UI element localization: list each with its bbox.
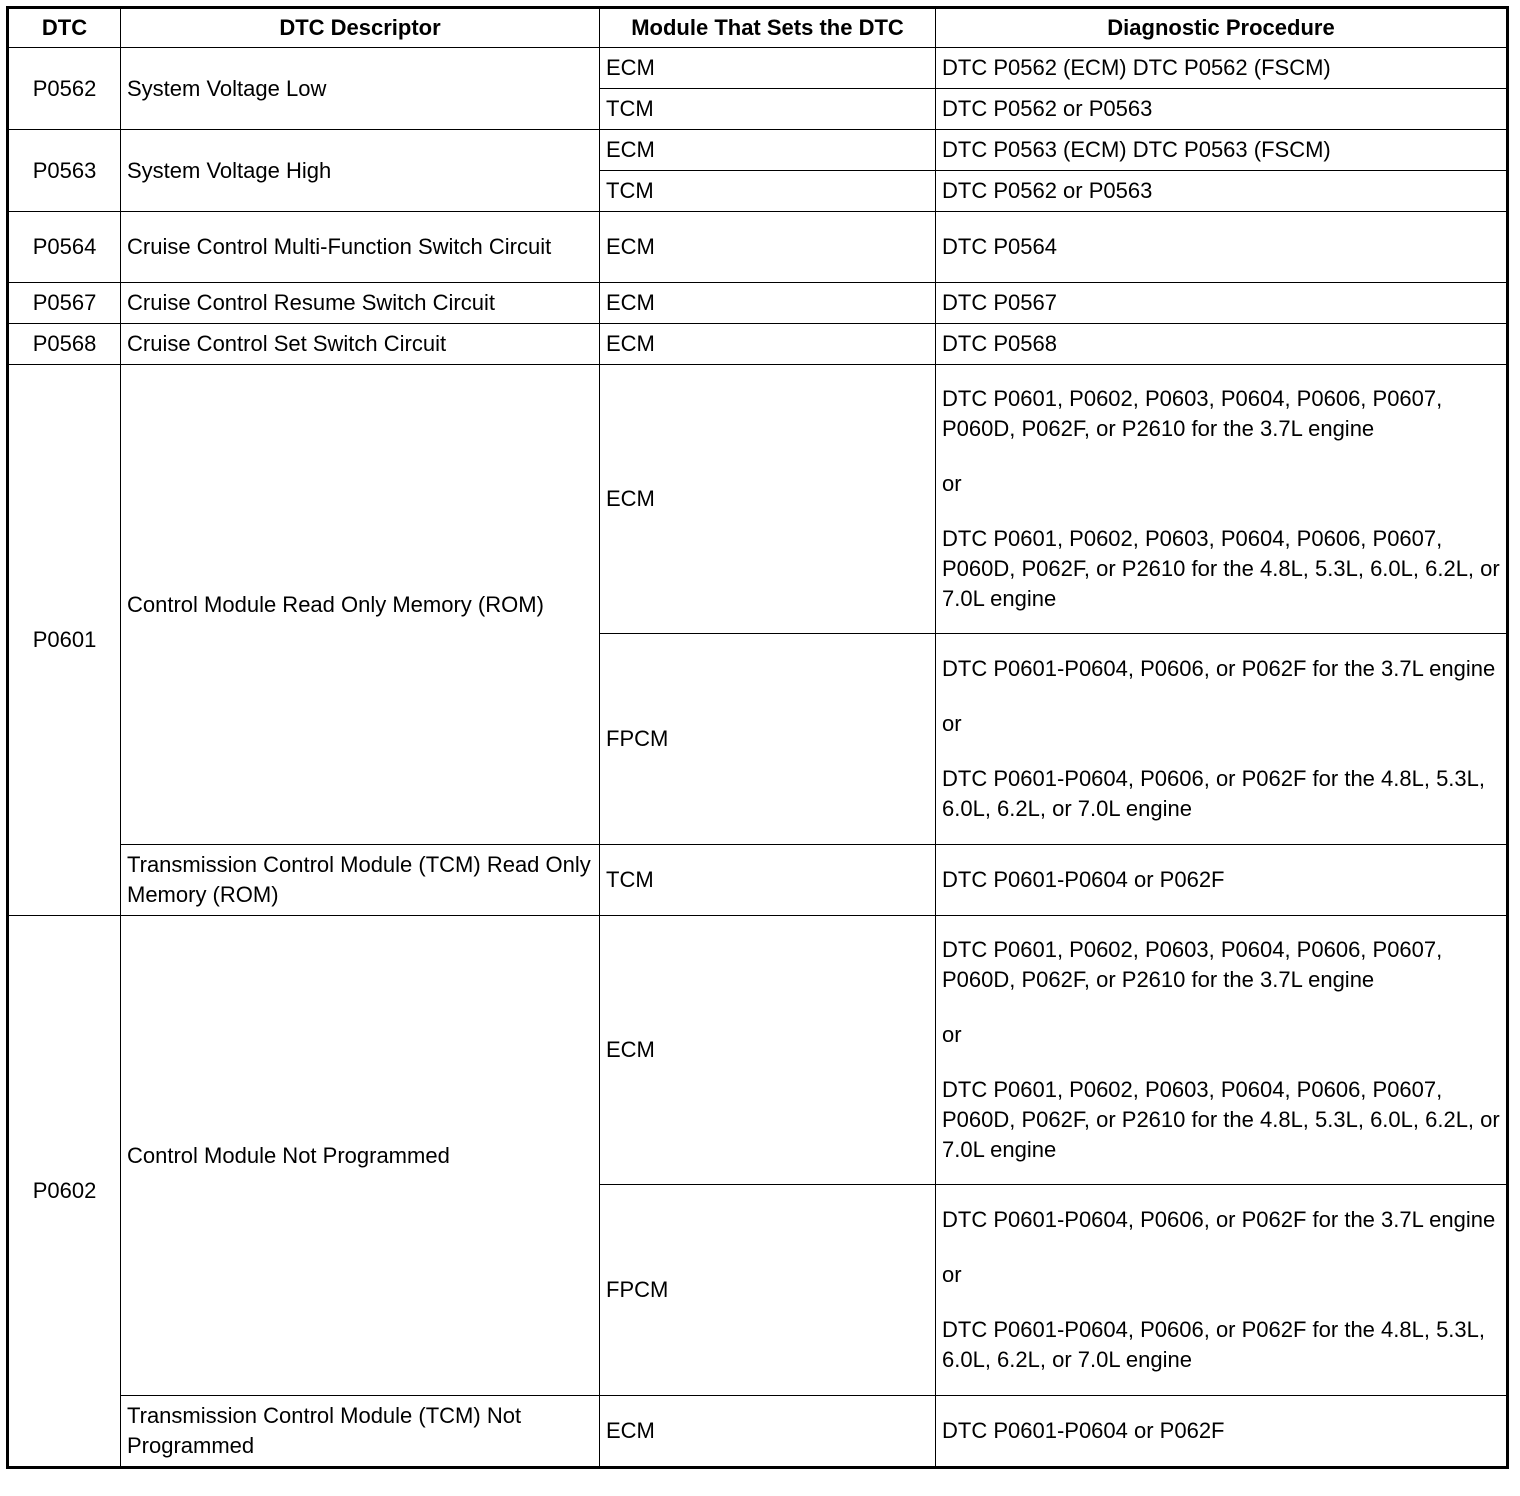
dtc-descriptor: Control Module Not Programmed	[121, 916, 600, 1396]
dtc-descriptor: Cruise Control Multi-Function Switch Circuit	[121, 212, 600, 283]
procedure-or: or	[942, 711, 962, 736]
module-cell: FPCM	[600, 634, 936, 845]
table-row	[8, 48, 1508, 89]
module-cell: TCM	[600, 845, 936, 916]
table-row	[8, 324, 1508, 365]
dtc-descriptor: Transmission Control Module (TCM) Not Programmed	[121, 1396, 600, 1468]
module-cell: ECM	[600, 1396, 936, 1468]
module-cell: ECM	[600, 48, 936, 89]
procedure-or: or	[942, 1262, 962, 1287]
procedure-cell	[936, 365, 1508, 634]
procedure-cell: DTC P0601-P0604 or P062F	[936, 1396, 1508, 1468]
procedure-cell: DTC P0567	[936, 283, 1508, 324]
table-row	[8, 130, 1508, 171]
table-row	[8, 845, 1508, 916]
module-cell: FPCM	[600, 1185, 936, 1396]
procedure-text: DTC P0601, P0602, P0603, P0604, P0606, P0607, P060D, P062F, or P2610 for the 4.8L, 5.3L, 6.0L, 6.2L, or 7.0L engine	[942, 1077, 1500, 1162]
header-dtc: DTC	[8, 8, 121, 48]
module-cell: ECM	[600, 283, 936, 324]
module-cell: ECM	[600, 365, 936, 634]
procedure-cell: DTC P0562 (ECM) DTC P0562 (FSCM)	[936, 48, 1508, 89]
module-cell: ECM	[600, 916, 936, 1185]
procedure-text: DTC P0601, P0602, P0603, P0604, P0606, P0607, P060D, P062F, or P2610 for the 3.7L engine	[942, 386, 1443, 441]
table-row	[8, 365, 1508, 634]
procedure-cell: DTC P0562 or P0563	[936, 89, 1508, 130]
dtc-descriptor: Cruise Control Resume Switch Circuit	[121, 283, 600, 324]
procedure-text: DTC P0601-P0604, P0606, or P062F for the 4.8L, 5.3L, 6.0L, 6.2L, or 7.0L engine	[942, 766, 1486, 821]
module-cell: TCM	[600, 89, 936, 130]
dtc-code: P0601	[8, 365, 121, 916]
dtc-descriptor: System Voltage High	[121, 130, 600, 212]
dtc-descriptor: Cruise Control Set Switch Circuit	[121, 324, 600, 365]
table-row	[8, 283, 1508, 324]
dtc-code: P0568	[8, 324, 121, 365]
header-descriptor: DTC Descriptor	[121, 8, 600, 48]
module-cell: ECM	[600, 324, 936, 365]
dtc-code: P0602	[8, 916, 121, 1468]
dtc-descriptor: System Voltage Low	[121, 48, 600, 130]
dtc-code: P0563	[8, 130, 121, 212]
table-row	[8, 1396, 1508, 1468]
procedure-cell	[936, 916, 1508, 1185]
procedure-or: or	[942, 471, 962, 496]
header-row	[8, 8, 1508, 48]
header-module: Module That Sets the DTC	[600, 8, 936, 48]
dtc-descriptor: Transmission Control Module (TCM) Read Only Memory (ROM)	[121, 845, 600, 916]
procedure-cell: DTC P0601-P0604 or P062F	[936, 845, 1508, 916]
procedure-cell	[936, 634, 1508, 845]
table-row	[8, 916, 1508, 1185]
dtc-code: P0567	[8, 283, 121, 324]
dtc-table	[6, 6, 1509, 1469]
dtc-code: P0562	[8, 48, 121, 130]
procedure-text: DTC P0601, P0602, P0603, P0604, P0606, P0607, P060D, P062F, or P2610 for the 4.8L, 5.3L, 6.0L, 6.2L, or 7.0L engine	[942, 526, 1500, 611]
table-row	[8, 212, 1508, 283]
dtc-descriptor: Control Module Read Only Memory (ROM)	[121, 365, 600, 845]
procedure-cell: DTC P0568	[936, 324, 1508, 365]
procedure-text: DTC P0601-P0604, P0606, or P062F for the 4.8L, 5.3L, 6.0L, 6.2L, or 7.0L engine	[942, 1317, 1486, 1372]
procedure-text: DTC P0601, P0602, P0603, P0604, P0606, P0607, P060D, P062F, or P2610 for the 3.7L engine	[942, 937, 1443, 992]
procedure-or: or	[942, 1022, 962, 1047]
procedure-cell	[936, 1185, 1508, 1396]
procedure-text: DTC P0601-P0604, P0606, or P062F for the 3.7L engine	[942, 656, 1496, 681]
module-cell: ECM	[600, 212, 936, 283]
dtc-code: P0564	[8, 212, 121, 283]
header-procedure: Diagnostic Procedure	[936, 8, 1508, 48]
module-cell: ECM	[600, 130, 936, 171]
procedure-cell: DTC P0564	[936, 212, 1508, 283]
procedure-cell: DTC P0563 (ECM) DTC P0563 (FSCM)	[936, 130, 1508, 171]
procedure-cell: DTC P0562 or P0563	[936, 171, 1508, 212]
module-cell: TCM	[600, 171, 936, 212]
procedure-text: DTC P0601-P0604, P0606, or P062F for the 3.7L engine	[942, 1207, 1496, 1232]
